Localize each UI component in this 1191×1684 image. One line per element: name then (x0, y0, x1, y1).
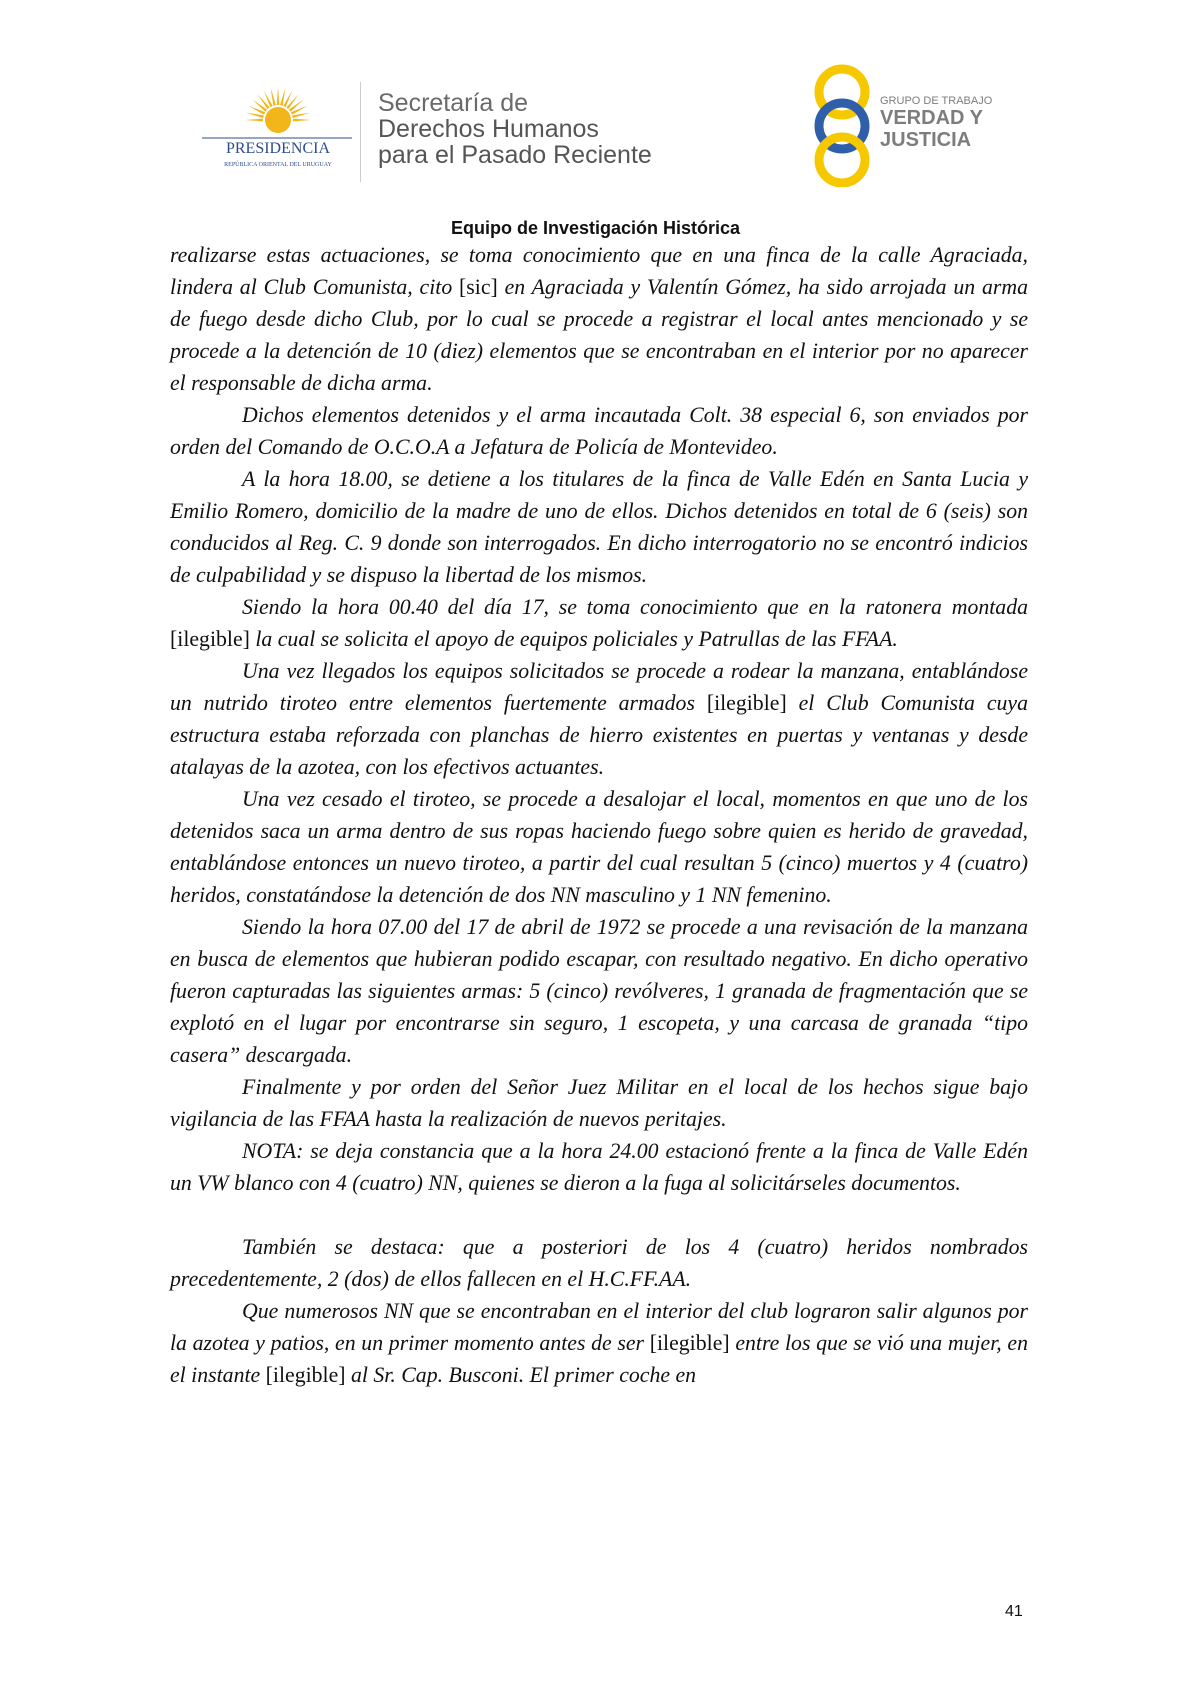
paragraph (170, 911, 1028, 1071)
header-divider (360, 82, 361, 182)
paragraph (170, 783, 1028, 911)
paragraph-text: Una vez llegados los equipos solicitados se procede a rodear la manzana, entablándose un nutrido tiroteo entre elementos fuertemente armados (170, 659, 1028, 715)
secretaria-line-2: Derechos Humanos (378, 115, 599, 143)
paragraph-text: Siendo la hora 00.40 del día 17, se toma conocimiento que en la ratonera montada (242, 595, 1028, 619)
paragraph-text: la cual se solicita el apoyo de equipos policiales y Patrullas de las FFAA. (249, 627, 898, 651)
paragraph (170, 1295, 1028, 1391)
paragraph (170, 399, 1028, 463)
paragraph-text: en Agraciada y Valentín Gómez, ha sido arrojada un arma de fuego desde dicho Club, por lo cual se procede a registrar el local antes mencionado y se procede a la detención de 10 (diez) elementos que se encontraban en el interior por no aparecer el responsable de dicha arma. (170, 275, 1028, 395)
paragraph-text: Finalmente y por orden del Señor Juez Militar en el local de los hechos sigue bajo vigilancia de las FFAA hasta la realización de nuevos peritajes. (170, 1075, 1028, 1131)
paragraph (170, 591, 1028, 655)
secretaria-line-1: Secretaría de (378, 89, 529, 117)
gt-line-2: VERDAD Y (880, 107, 983, 129)
grupo-trabajo-logo (810, 62, 1030, 187)
team-title: Equipo de Investigación Histórica (450, 218, 741, 238)
sun-icon (245, 87, 311, 133)
secretaria-line-3: para el Pasado Reciente (378, 141, 652, 169)
editorial-note: [ilegible] (706, 691, 787, 715)
paragraph-text: También se destaca: que a posteriori de los 4 (cuatro) heridos nombrados precedentemente, 2 (dos) de ellos fallecen en el H.C.FF.AA. (170, 1235, 1028, 1291)
paragraph-text: al Sr. Cap. Busconi. El primer coche en (345, 1363, 697, 1387)
editorial-note: [ilegible] (170, 627, 250, 651)
rings-icon (819, 69, 865, 183)
paragraph (170, 655, 1028, 783)
paragraph (170, 1231, 1028, 1295)
paragraph (170, 239, 1028, 399)
paragraph-text: el Club Comunista cuya estructura estaba reforzada con planchas de hierro existentes en puertas y ventanas y desde atalayas de la azotea, con los efectivos actuantes. (170, 691, 1028, 779)
paragraph-text: Siendo la hora 07.00 del 17 de abril de 1972 se procede a una revisación de la manzana en busca de elementos que hubieran podido escapar, con resultado negativo. En dicho operativo fueron capturadas las siguientes armas: 5 (cinco) revólveres, 1 granada de fragmentación que se explotó en el lugar por encontrarse sin seguro, 1 escopeta, y una carcasa de granada “tipo casera” descargada. (170, 915, 1028, 1067)
paragraph-text: Una vez cesado el tiroteo, se procede a desalojar el local, momentos en que uno de los detenidos saca un arma dentro de sus ropas haciendo fuego sobre quien es herido de gravedad, entablándose entonces un nuevo tiroteo, a partir del cual resultan 5 (cinco) muertos y 4 (cuatro) heridos, constatándose la detención de dos NN masculino y 1 NN femenino. (170, 787, 1028, 907)
secretaria-name (378, 90, 652, 168)
paragraph-text: Que numerosos NN que se encontraban en el interior del club lograron salir algunos por la azotea y patios, en un primer momento antes de ser (170, 1299, 1028, 1355)
paragraph (170, 1071, 1028, 1135)
paragraph-text: A la hora 18.00, se detiene a los titulares de la finca de Valle Edén en Santa Lucia y Emilio Romero, domicilio de la madre de uno de ellos. Dichos detenidos en total de 6 (seis) son conducidos al Reg. C. 9 donde son interrogados. En dicho interrogatorio no se encontró indicios de culpabilidad y se dispuso la libertad de los mismos. (170, 467, 1028, 587)
page-header (0, 0, 1191, 238)
page-number: 41 (1005, 1603, 1023, 1620)
presidencia-sun-logo (196, 82, 356, 182)
document-body (170, 239, 1028, 1391)
editorial-note: [ilegible] (265, 1363, 346, 1387)
paragraph-text: Dichos elementos detenidos y el arma incautada Colt. 38 especial 6, son enviados por orden del Comando de O.C.O.A a Jefatura de Policía de Montevideo. (170, 403, 1028, 459)
paragraph (170, 463, 1028, 591)
editorial-note: [sic] (459, 275, 498, 299)
gt-line-3: JUSTICIA (880, 129, 972, 151)
paragraph-text: entre los que se vió una mujer, en el instante (170, 1331, 1028, 1387)
gt-line-1: GRUPO DE TRABAJO (880, 95, 993, 107)
presidencia-subtitle: REPÚBLICA ORIENTAL DEL URUGUAY (224, 162, 332, 168)
paragraph (170, 1135, 1028, 1199)
editorial-note: [ilegible] (649, 1331, 730, 1355)
presidencia-word: PRESIDENCIA (225, 140, 331, 157)
paragraph-text: realizarse estas actuaciones, se toma conocimiento que en una finca de la calle Agraciada, lindera al Club Comunista, cito (170, 243, 1028, 299)
paragraph-text: NOTA: se deja constancia que a la hora 24.00 estacionó frente a la finca de Valle Edén un VW blanco con 4 (cuatro) NN, quienes se dieron a la fuga al solicitárseles documentos. (170, 1139, 1028, 1195)
